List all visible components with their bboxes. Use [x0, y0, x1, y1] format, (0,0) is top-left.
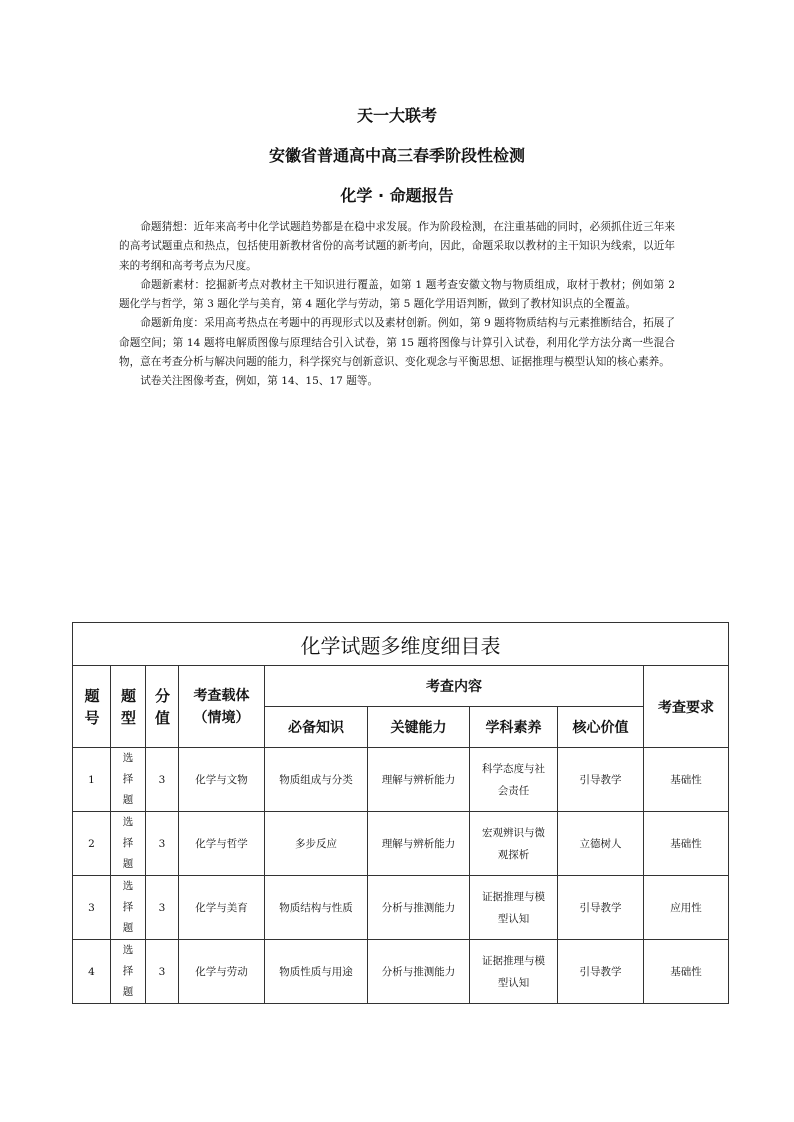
header-score: 分值	[146, 666, 179, 748]
header-content: 考查内容	[265, 666, 644, 707]
cell-carrier: 化学与哲学	[179, 812, 265, 876]
cell-value: 引导教学	[558, 876, 644, 940]
report-title: 化学 · 命题报告	[340, 186, 454, 205]
cell-requirement: 应用性	[644, 876, 729, 940]
header-knowledge: 必备知识	[265, 707, 368, 748]
paragraph-guess: 命题猜想：近年来高考中化学试题趋势都是在稳中求发展。作为阶段检测，在注重基础的同时，必须抓住近三年来的高考试题重点和热点，包括使用新教材省份的高考试题的新考向，因此，命题采取以教材的主干知识为线索，以近年来的考纲和高考考点为尺度。	[119, 221, 675, 272]
cell-value: 立德树人	[558, 812, 644, 876]
header-literacy: 学科素养	[470, 707, 558, 748]
header-requirement: 考查要求	[644, 666, 729, 748]
cell-type: 选择题	[111, 812, 146, 876]
cell-score: 3	[146, 940, 179, 1004]
spec-table	[72, 622, 729, 1004]
cell-ability: 分析与推测能力	[368, 876, 470, 940]
cell-ability: 理解与辨析能力	[368, 812, 470, 876]
paragraph-angle: 命题新角度：采用高考热点在考题中的再现形式以及素材创新。例如，第 9 题将物质结构与元素推断结合，拓展了命题空间；第 14 题将电解质图像与原理结合引入试卷，第 15 题将图像与计算引入试卷，利用化学方法分离一些混合物，意在考查分析与解决问题的能力，科学探究与创新意识、变化观念与平衡思想、证据推理与模型认知的核心素养。	[119, 317, 675, 369]
cell-knowledge: 物质性质与用途	[265, 940, 368, 1004]
report-body	[119, 218, 675, 392]
org-title: 天一大联考	[356, 106, 437, 125]
cell-score: 3	[146, 876, 179, 940]
header-value: 核心价值	[558, 707, 644, 748]
cell-knowledge: 物质组成与分类	[265, 748, 368, 812]
paragraph-graphs: 试卷关注图像考查，例如，第 14、15、17 题等。	[140, 375, 379, 388]
cell-score: 3	[146, 748, 179, 812]
table-row	[73, 748, 729, 812]
header-no: 题号	[73, 666, 111, 748]
table-caption: 化学试题多维度细目表	[73, 623, 729, 666]
cell-knowledge: 物质结构与性质	[265, 876, 368, 940]
cell-carrier: 化学与劳动	[179, 940, 265, 1004]
header-carrier: 考查载体（情境）	[179, 666, 265, 748]
cell-literacy: 证据推理与模型认知	[470, 876, 558, 940]
cell-ability: 理解与辨析能力	[368, 748, 470, 812]
cell-no: 1	[73, 748, 111, 812]
header-type: 题型	[111, 666, 146, 748]
cell-type: 选择题	[111, 940, 146, 1004]
cell-literacy: 证据推理与模型认知	[470, 940, 558, 1004]
cell-requirement: 基础性	[644, 940, 729, 1004]
header-ability: 关键能力	[368, 707, 470, 748]
cell-value: 引导教学	[558, 748, 644, 812]
cell-type: 选择题	[111, 876, 146, 940]
cell-carrier: 化学与美育	[179, 876, 265, 940]
cell-ability: 分析与推测能力	[368, 940, 470, 1004]
report-header	[0, 104, 794, 224]
table-row	[73, 812, 729, 876]
cell-literacy: 科学态度与社会责任	[470, 748, 558, 812]
paragraph-material: 命题新素材：挖掘新考点对教材主干知识进行覆盖，如第 1 题考查安徽文物与物质组成，取材于教材；例如第 2 题化学与哲学，第 3 题化学与美育，第 4 题化学与劳动，第 5 题化学用语判断，做到了教材知识点的全覆盖。	[119, 278, 675, 311]
cell-no: 2	[73, 812, 111, 876]
cell-value: 引导教学	[558, 940, 644, 1004]
cell-type: 选择题	[111, 748, 146, 812]
cell-requirement: 基础性	[644, 748, 729, 812]
cell-score: 3	[146, 812, 179, 876]
cell-requirement: 基础性	[644, 812, 729, 876]
table-row	[73, 876, 729, 940]
cell-no: 4	[73, 940, 111, 1004]
exam-title: 安徽省普通高中高三春季阶段性检测	[268, 146, 525, 165]
cell-literacy: 宏观辨识与微观探析	[470, 812, 558, 876]
cell-carrier: 化学与文物	[179, 748, 265, 812]
table-row	[73, 940, 729, 1004]
cell-knowledge: 多步反应	[265, 812, 368, 876]
cell-no: 3	[73, 876, 111, 940]
